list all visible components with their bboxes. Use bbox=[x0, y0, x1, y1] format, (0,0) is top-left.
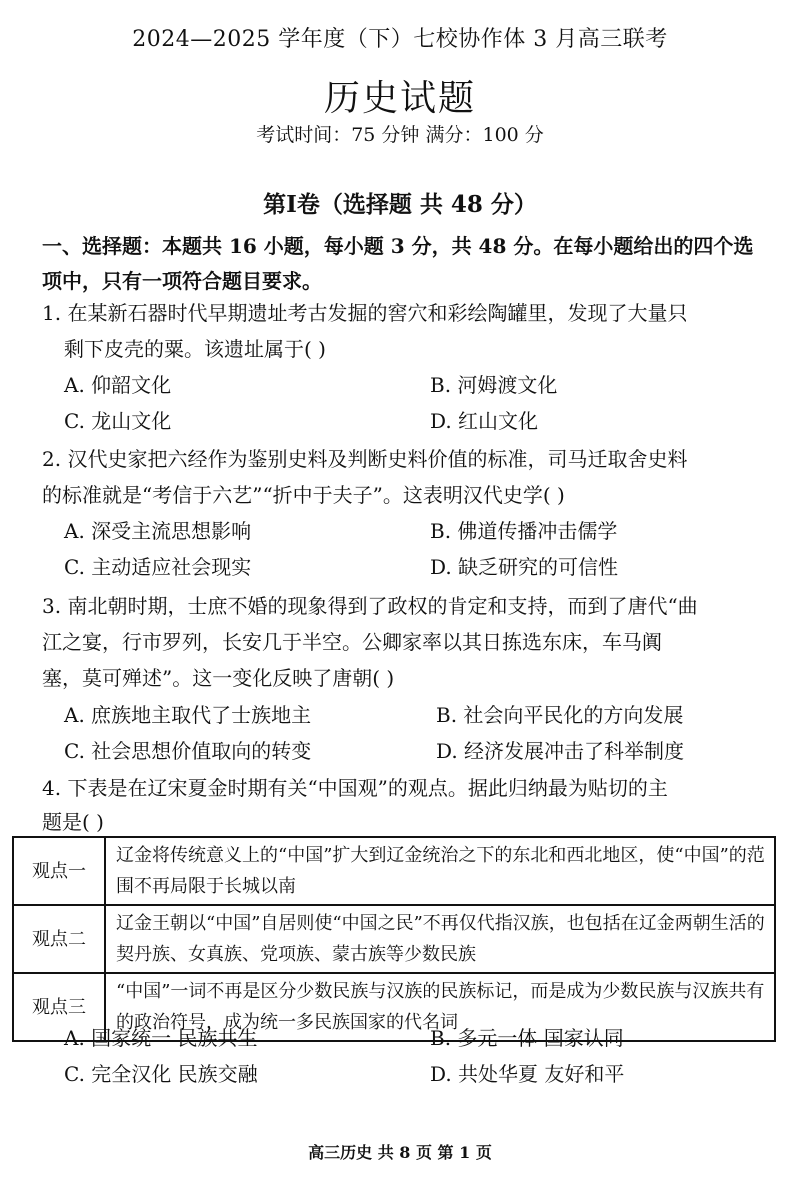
table-row bbox=[13, 837, 775, 905]
question-3-stem-line-3: 塞，莫可殚述”。这一变化反映了唐朝( ) bbox=[42, 666, 395, 690]
question-4-stem-line-2: 题是( ) bbox=[42, 810, 104, 834]
question-3-stem-line-1: 3. 南北朝时期，士庶不婚的现象得到了政权的肯定和支持，而到了唐代“曲 bbox=[42, 594, 698, 618]
subject-title: 历史试题 bbox=[323, 78, 476, 119]
question-1-option-a: A. 仰韶文化 bbox=[64, 373, 172, 397]
question-3-option-c: C. 社会思想价值取向的转变 bbox=[64, 739, 312, 763]
viewpoint-2-label: 观点二 bbox=[13, 905, 105, 973]
question-4-option-d: D. 共处华夏 友好和平 bbox=[430, 1062, 625, 1086]
question-2-stem-line-1: 2. 汉代史家把六经作为鉴别史料及判断史料价值的标准，司马迁取舍史料 bbox=[42, 447, 688, 471]
question-2-option-d: D. 缺乏研究的可信性 bbox=[430, 555, 619, 579]
table-row bbox=[13, 905, 775, 973]
question-1-option-c: C. 龙山文化 bbox=[64, 409, 172, 433]
viewpoint-2-text: 辽金王朝以“中国”自居则使“中国之民”不再仅代指汉族，也包括在辽金两朝生活的契丹族、女真族、党项族、蒙古族等少数民族 bbox=[105, 905, 775, 973]
exam-info: 考试时间：75 分钟 满分：100 分 bbox=[256, 124, 544, 146]
question-4-option-a: A. 国家统一 民族共生 bbox=[64, 1026, 258, 1050]
exam-header: 2024—2025 学年度（下）七校协作体 3 月高三联考 bbox=[132, 27, 668, 52]
viewpoint-1-label: 观点一 bbox=[13, 837, 105, 905]
viewpoint-1-text: 辽金将传统意义上的“中国”扩大到辽金统治之下的东北和西北地区，使“中国”的范围不再局限于长城以南 bbox=[105, 837, 775, 905]
question-3-option-a: A. 庶族地主取代了士族地主 bbox=[64, 703, 312, 727]
question-1-stem-line-2: 剩下皮壳的粟。该遗址属于( ) bbox=[64, 337, 326, 361]
question-2-option-a: A. 深受主流思想影响 bbox=[64, 519, 252, 543]
question-3-stem-line-2: 江之宴，行市罗列，长安几于半空。公卿家率以其日拣选东床，车马阗 bbox=[42, 630, 662, 654]
section-instructions: 一、选择题：本题共 16 小题，每小题 3 分，共 48 分。在每小题给出的四个选项中，只有一项符合题目要求。 bbox=[42, 234, 754, 293]
section-title: 第Ⅰ卷（选择题 共 48 分） bbox=[263, 191, 537, 218]
question-4-stem-line-1: 4. 下表是在辽宋夏金时期有关“中国观”的观点。据此归纳最为贴切的主 bbox=[42, 776, 668, 800]
viewpoint-3-text: “中国”一词不再是区分少数民族与汉族的民族标记，而是成为少数民族与汉族共有的政治符号，成为统一多民族国家的代名词 bbox=[105, 973, 775, 1041]
question-1-option-b: B. 河姆渡文化 bbox=[430, 373, 558, 397]
question-2-stem-line-2: 的标准就是“考信于六艺”“折中于夫子”。这表明汉代史学( ) bbox=[42, 483, 565, 507]
question-2-option-b: B. 佛道传播冲击儒学 bbox=[430, 519, 618, 543]
viewpoints-table bbox=[12, 836, 776, 1042]
question-2-option-c: C. 主动适应社会现实 bbox=[64, 555, 252, 579]
question-4-option-c: C. 完全汉化 民族交融 bbox=[64, 1062, 258, 1086]
question-4-option-b: B. 多元一体 国家认同 bbox=[430, 1026, 624, 1050]
page-footer: 高三历史 共 8 页 第 1 页 bbox=[308, 1143, 492, 1162]
question-3-option-b: B. 社会向平民化的方向发展 bbox=[436, 703, 684, 727]
question-3-option-d: D. 经济发展冲击了科举制度 bbox=[436, 739, 685, 763]
question-1-option-d: D. 红山文化 bbox=[430, 409, 539, 433]
question-1-stem-line-1: 1. 在某新石器时代早期遗址考古发掘的窖穴和彩绘陶罐里，发现了大量只 bbox=[42, 301, 688, 325]
viewpoint-3-label: 观点三 bbox=[13, 973, 105, 1041]
